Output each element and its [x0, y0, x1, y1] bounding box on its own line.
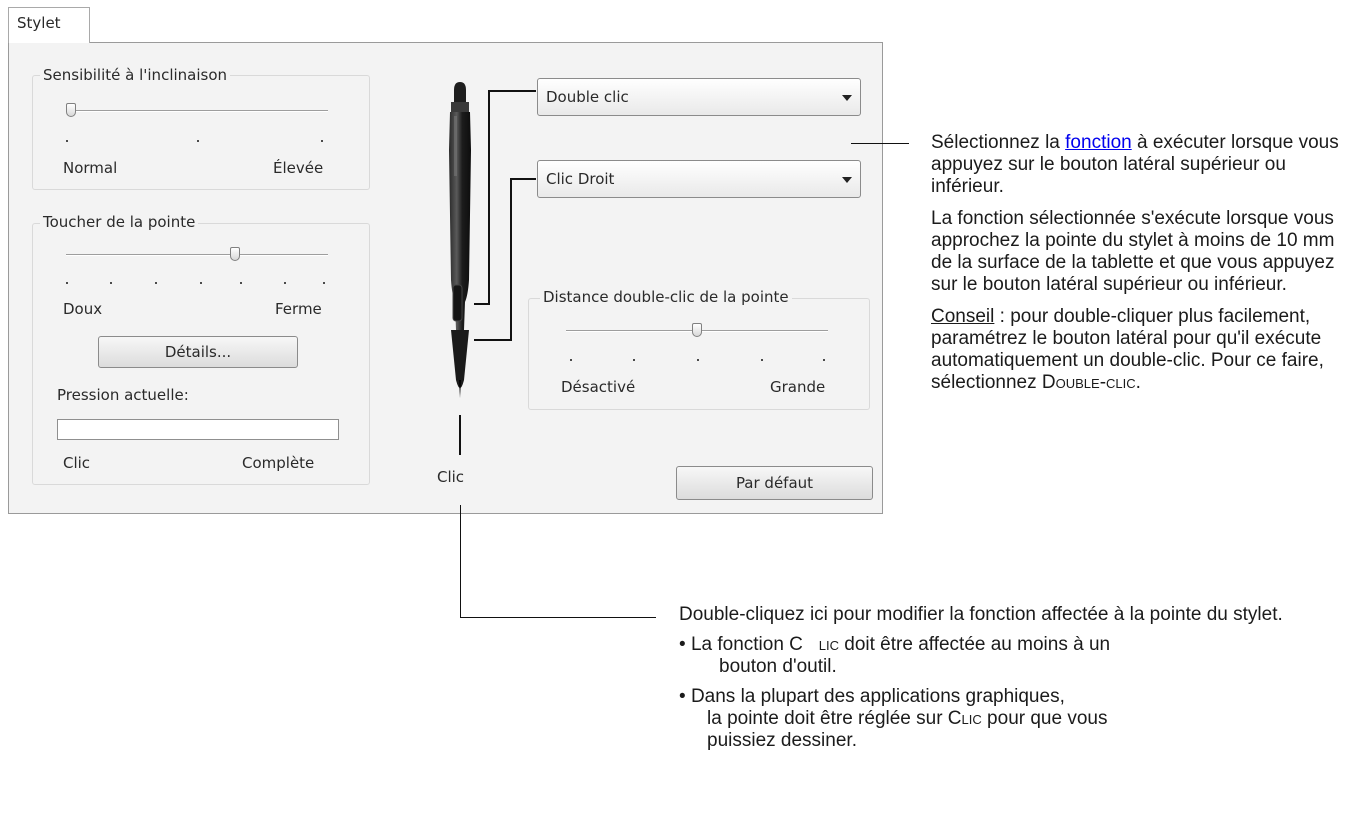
annotation-smallcaps: Double-clic [1041, 372, 1136, 393]
pen-tip-line [459, 415, 461, 455]
upper-button-value: Double clic [546, 88, 629, 106]
annotation-paragraph [931, 306, 1341, 394]
details-button[interactable]: Détails... [98, 336, 298, 368]
lower-button-select[interactable] [537, 160, 861, 198]
tilt-min-label: Normal [63, 159, 118, 177]
slider-tick [570, 359, 572, 361]
upper-button-select[interactable] [537, 78, 861, 116]
slider-tick [155, 282, 157, 284]
annotation-text: à exécuter lorsque vous appuyez sur le bouton latéral supérieur ou inférieur. [931, 132, 1339, 197]
slider-tick [284, 282, 286, 284]
tab-label: Stylet [17, 14, 61, 32]
pen-tip-label[interactable]: Clic [437, 468, 465, 486]
chevron-down-icon [842, 177, 852, 183]
tip-feel-min-label: Doux [63, 300, 103, 318]
default-button[interactable]: Par défaut [676, 466, 873, 500]
pressure-meter [57, 419, 339, 440]
slider-tick [197, 140, 199, 142]
chevron-down-icon [842, 95, 852, 101]
pressure-min-label: Clic [63, 454, 91, 472]
tip-feel-max-label: Ferme [275, 300, 322, 318]
function-link[interactable]: fonction [1065, 132, 1132, 153]
slider-tick [240, 282, 242, 284]
slider-tick [323, 282, 325, 284]
slider-tick [66, 282, 68, 284]
connector-line [474, 339, 512, 341]
double-click-distance-title: Distance double-clic de la pointe [540, 288, 792, 306]
slider-track [66, 110, 328, 112]
connector-line [488, 90, 536, 92]
tip-feel-slider[interactable] [66, 244, 328, 260]
connector-line [510, 178, 512, 340]
slider-tick [633, 359, 635, 361]
tip-heading: Conseil [931, 306, 995, 327]
annotation-text: Dans la plupart des applications graphiques, [690, 686, 1065, 707]
callout-line [851, 143, 909, 144]
slider-tick [66, 140, 68, 142]
pressure-label: Pression actuelle: [57, 386, 189, 404]
annotation-text: la pointe doit être réglée sur C [707, 708, 962, 729]
tip-feel-title: Toucher de la pointe [40, 213, 198, 231]
annotation-text: Sélectionnez la [931, 132, 1066, 153]
tip-callout-line [460, 617, 656, 618]
annotation-smallcaps: lic [818, 634, 839, 655]
slider-track [66, 254, 328, 256]
annotation-bullet: • Dans la plupart des applications graphiques, la pointe doit être réglée sur Clic pour que vous puissiez dessiner. [679, 686, 1349, 752]
slider-thumb[interactable] [66, 103, 76, 117]
tilt-sensitivity-title: Sensibilité à l'inclinaison [40, 66, 230, 84]
annotation-text: bouton d'outil. [719, 656, 837, 677]
annotation-smallcaps: lic [961, 708, 982, 729]
annotation-paragraph [931, 132, 1341, 198]
slider-tick [200, 282, 202, 284]
slider-thumb[interactable] [692, 323, 702, 337]
annotation-text: La fonction C [690, 634, 803, 655]
annotation-paragraph: La fonction sélectionnée s'exécute lorsque vous approchez la pointe du stylet à moins de 10 mm de la surface de la tablette et que vous appuyez sur le bouton latéral supérieur ou inférieur. [931, 208, 1335, 295]
annotation-bullet: • La fonction C lic doit être affectée au moins à un bouton d'outil. [679, 634, 1349, 678]
slider-tick [823, 359, 825, 361]
slider-tick [321, 140, 323, 142]
lower-button-value: Clic Droit [546, 170, 615, 188]
slider-tick [697, 359, 699, 361]
side-button-annotation [931, 132, 1341, 394]
slider-tick [110, 282, 112, 284]
annotation-text: pour que vous [981, 708, 1108, 729]
annotation-text: : pour double-cliquer plus facilement, paramétrez le bouton latéral pour qu'il exécute automatiquement un double-clic. Pour ce faire, sélectionnez [931, 306, 1324, 393]
double-click-distance-min-label: Désactivé [561, 378, 636, 396]
tip-callout-line [460, 505, 461, 618]
annotation-text: . [1135, 372, 1141, 393]
tilt-max-label: Élevée [273, 159, 324, 177]
annotation-text: doit être affectée au moins à un [838, 634, 1111, 655]
tab-stylet[interactable] [8, 7, 90, 43]
pressure-max-label: Complète [242, 454, 315, 472]
connector-line [510, 178, 536, 180]
double-click-distance-slider[interactable] [566, 320, 828, 336]
tip-annotation [679, 604, 1349, 752]
slider-thumb[interactable] [230, 247, 240, 261]
annotation-paragraph: Double-cliquez ici pour modifier la fonction affectée à la pointe du stylet. [679, 604, 1283, 625]
connector-line [488, 90, 490, 304]
double-click-distance-max-label: Grande [770, 378, 826, 396]
tilt-sensitivity-slider[interactable] [66, 98, 328, 114]
annotation-text: puissiez dessiner. [707, 730, 857, 751]
pen-icon[interactable] [430, 80, 494, 410]
slider-tick [761, 359, 763, 361]
connector-line [474, 303, 490, 305]
